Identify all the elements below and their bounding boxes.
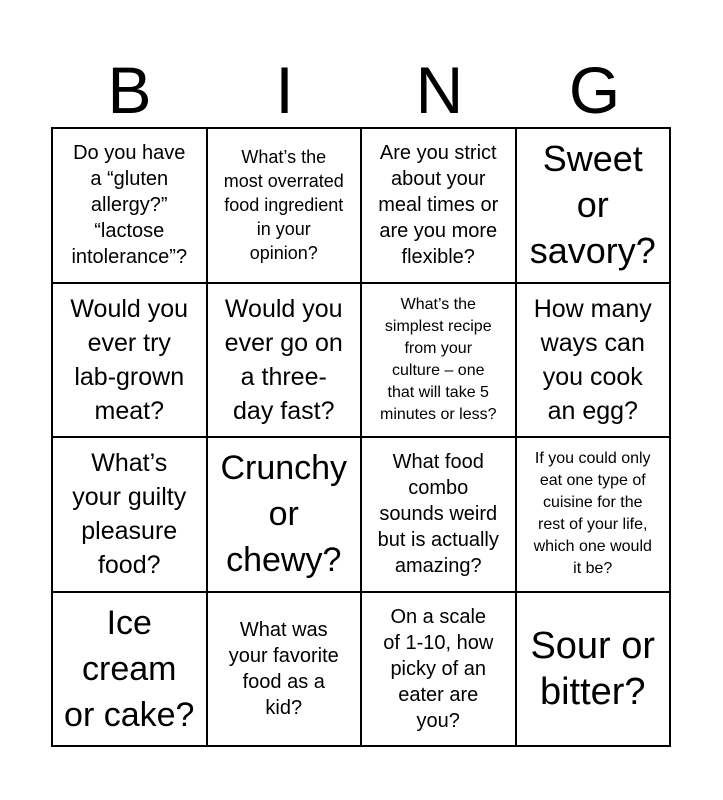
bingo-header xyxy=(52,50,672,128)
cell-text: Do you have a “gluten allergy?” “lactose intolerance”? xyxy=(71,142,188,269)
bingo-cell-r4c1[interactable] xyxy=(53,593,208,748)
bingo-cell-r3c4[interactable] xyxy=(517,438,672,593)
bingo-cell-r2c1[interactable] xyxy=(53,284,208,439)
bingo-cell-r4c4[interactable] xyxy=(517,593,672,748)
cell-text: Would you ever try lab-grown meat? xyxy=(70,294,189,425)
cell-text: Ice cream or cake? xyxy=(64,603,195,734)
cell-text: Crunchy or chewy? xyxy=(220,449,348,580)
bingo-cell-r2c4[interactable] xyxy=(517,284,672,439)
bingo-cell-r2c2[interactable] xyxy=(208,284,363,439)
bingo-cell-r4c2[interactable] xyxy=(208,593,363,748)
header-letter-b: B xyxy=(107,53,152,127)
cell-text: Sweet or savory? xyxy=(529,138,656,272)
header-letter-n: N xyxy=(415,53,464,127)
bingo-cell-r3c3[interactable] xyxy=(362,438,517,593)
bingo-cell-r1c4[interactable] xyxy=(517,129,672,284)
bingo-cell-r2c3[interactable] xyxy=(362,284,517,439)
cell-text: Are you strict about your meal times or are you more flexible? xyxy=(378,142,499,269)
bingo-cell-r3c1[interactable] xyxy=(53,438,208,593)
cell-text: What’s your guilty pleasure food? xyxy=(72,449,187,580)
bingo-cell-r1c2[interactable] xyxy=(208,129,363,284)
header-letter-i: I xyxy=(275,53,294,127)
cell-text: Sour or bitter? xyxy=(530,624,656,713)
header-letter-g: G xyxy=(568,53,621,127)
bingo-cell-r1c3[interactable] xyxy=(362,129,517,284)
cell-text: If you could only eat one type of cuisine for the rest of your life, which one would it be? xyxy=(533,450,652,578)
cell-text: How many ways can you cook an egg? xyxy=(533,294,652,425)
cell-text: What’s the most overrated food ingredient in your opinion? xyxy=(223,147,344,264)
cell-text: What’s the simplest recipe from your culture – one that will take 5 minutes or less? xyxy=(380,295,497,423)
cell-text: What food combo sounds weird but is actually amazing? xyxy=(377,451,499,578)
bingo-cell-r1c1[interactable] xyxy=(53,129,208,284)
bingo-cell-r3c2[interactable] xyxy=(208,438,363,593)
cell-text: On a scale of 1-10, how picky of an eater are you? xyxy=(383,605,494,732)
cell-text: What was your favorite food as a kid? xyxy=(228,618,339,719)
cell-text: Would you ever go on a three- day fast? xyxy=(224,294,343,425)
bingo-board xyxy=(51,127,671,747)
bingo-cell-r4c3[interactable] xyxy=(362,593,517,748)
